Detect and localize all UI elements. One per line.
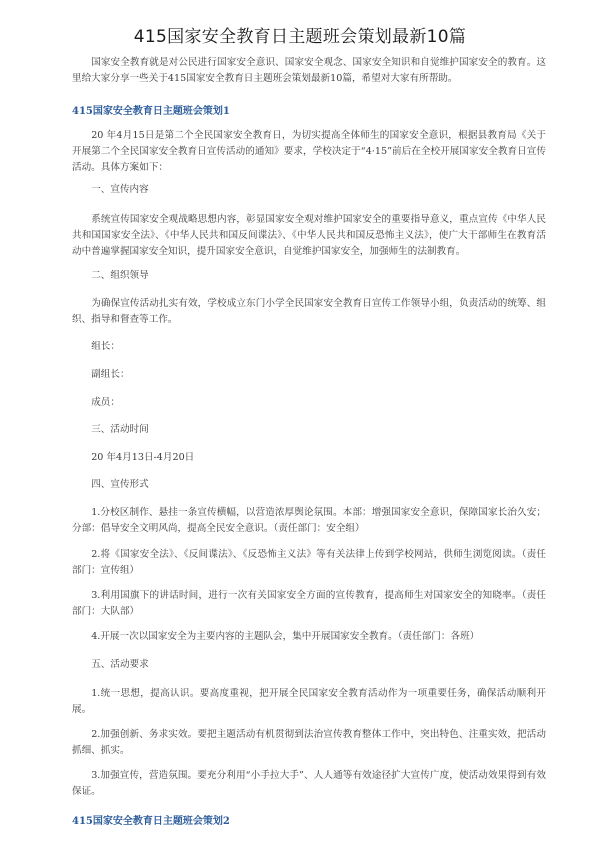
form-item-4: 4.开展一次以国家安全为主要内容的主题队会，集中开展国家安全教育。（责任部门：各班）: [91, 631, 480, 642]
leader-label: 组长：: [91, 341, 120, 352]
form-item-3: 3.利用国旗下的讲话时间，进行一次有关国家安全方面的宣传教育，提高师生对国家安全的知晓率。（责任部门：大队部）: [72, 590, 546, 617]
subheading-requirements: 五、活动要求: [91, 659, 149, 670]
subheading-leadership: 二、组织领导: [91, 270, 149, 281]
form-item-2: 2.将《国家安全法》、《反间谍法》、《反恐怖主义法》等有关法律上传到学校网站，供师生浏览阅读。（责任部门：宣传组）: [72, 549, 546, 576]
intro-paragraph: 国家安全教育就是对公民进行国家安全意识、国家安全观念、国家安全知识和自觉维护国家安全的教育。这里给大家分享一些关于415国家安全教育日主题班会策划最新10篇，希望对大家有所帮助。: [72, 57, 546, 84]
vice-leader-label: 副组长：: [91, 369, 130, 380]
requirement-item-3: 3.加强宣传，营造氛围。要充分利用“小手拉大手”、人人通等有效途径扩大宣传广度，使活动效果得到有效保证。: [72, 770, 546, 797]
paragraph-plan-intro: 20 年4月15日是第二个全民国家安全教育日，为切实提高全体师生的国家安全意识，根据县教育局《关于开展第二个全民国家安全教育日宣传活动的通知》要求，学校决定于“4·15”前后在全校开展国家安全教育日宣传活动。具体方案如下：: [72, 130, 546, 173]
paragraph-leadership: 为确保宣传活动扎实有效，学校成立东门小学全民国家安全教育日宣传工作领导小组，负责活动的统筹、组织、指导和督查等工作。: [72, 298, 546, 325]
subheading-content: 一、宣传内容: [91, 184, 149, 195]
requirement-item-2: 2.加强创新、务求实效。要把主题活动有机贯彻到法治宣传教育整体工作中，突出特色、注重实效，把活动抓细、抓实。: [72, 729, 546, 756]
form-item-1: 1.分校区制作、悬挂一条宣传横幅，以营造浓厚舆论氛围。本部：增强国家安全意识，保障国家长治久安；分部：倡导安全文明风尚，提高全民安全意识。（责任部门：安全组）: [72, 507, 546, 534]
paragraph-content: 系统宣传国家安全观战略思想内容，彰显国家安全观对维护国家安全的重要指导意义，重点宣传《中华人民共和国国家安全法》、《中华人民共和国反间谍法》、《中华人民共和国反恐怖主义法》，使广大干部师生在教育活动中普遍掌握国家安全知识，提升国家安全意识，自觉维护国家安全，加强师生的法制教育。: [72, 214, 546, 257]
section-heading-2: 415国家安全教育日主题班会策划2: [72, 816, 230, 827]
members-label: 成员：: [91, 397, 120, 408]
subheading-time: 三、活动时间: [91, 424, 149, 435]
subheading-form: 四、宣传形式: [91, 479, 149, 490]
activity-time: 20 年4月13日-4月20日: [91, 452, 195, 463]
page-title: 415国家安全教育日主题班会策划最新10篇: [133, 27, 467, 47]
requirement-item-1: 1.统一思想，提高认识。要高度重视，把开展全民国家安全教育活动作为一项重要任务，确保活动顺利开展。: [72, 688, 546, 715]
section-heading-1: 415国家安全教育日主题班会策划1: [72, 106, 230, 117]
